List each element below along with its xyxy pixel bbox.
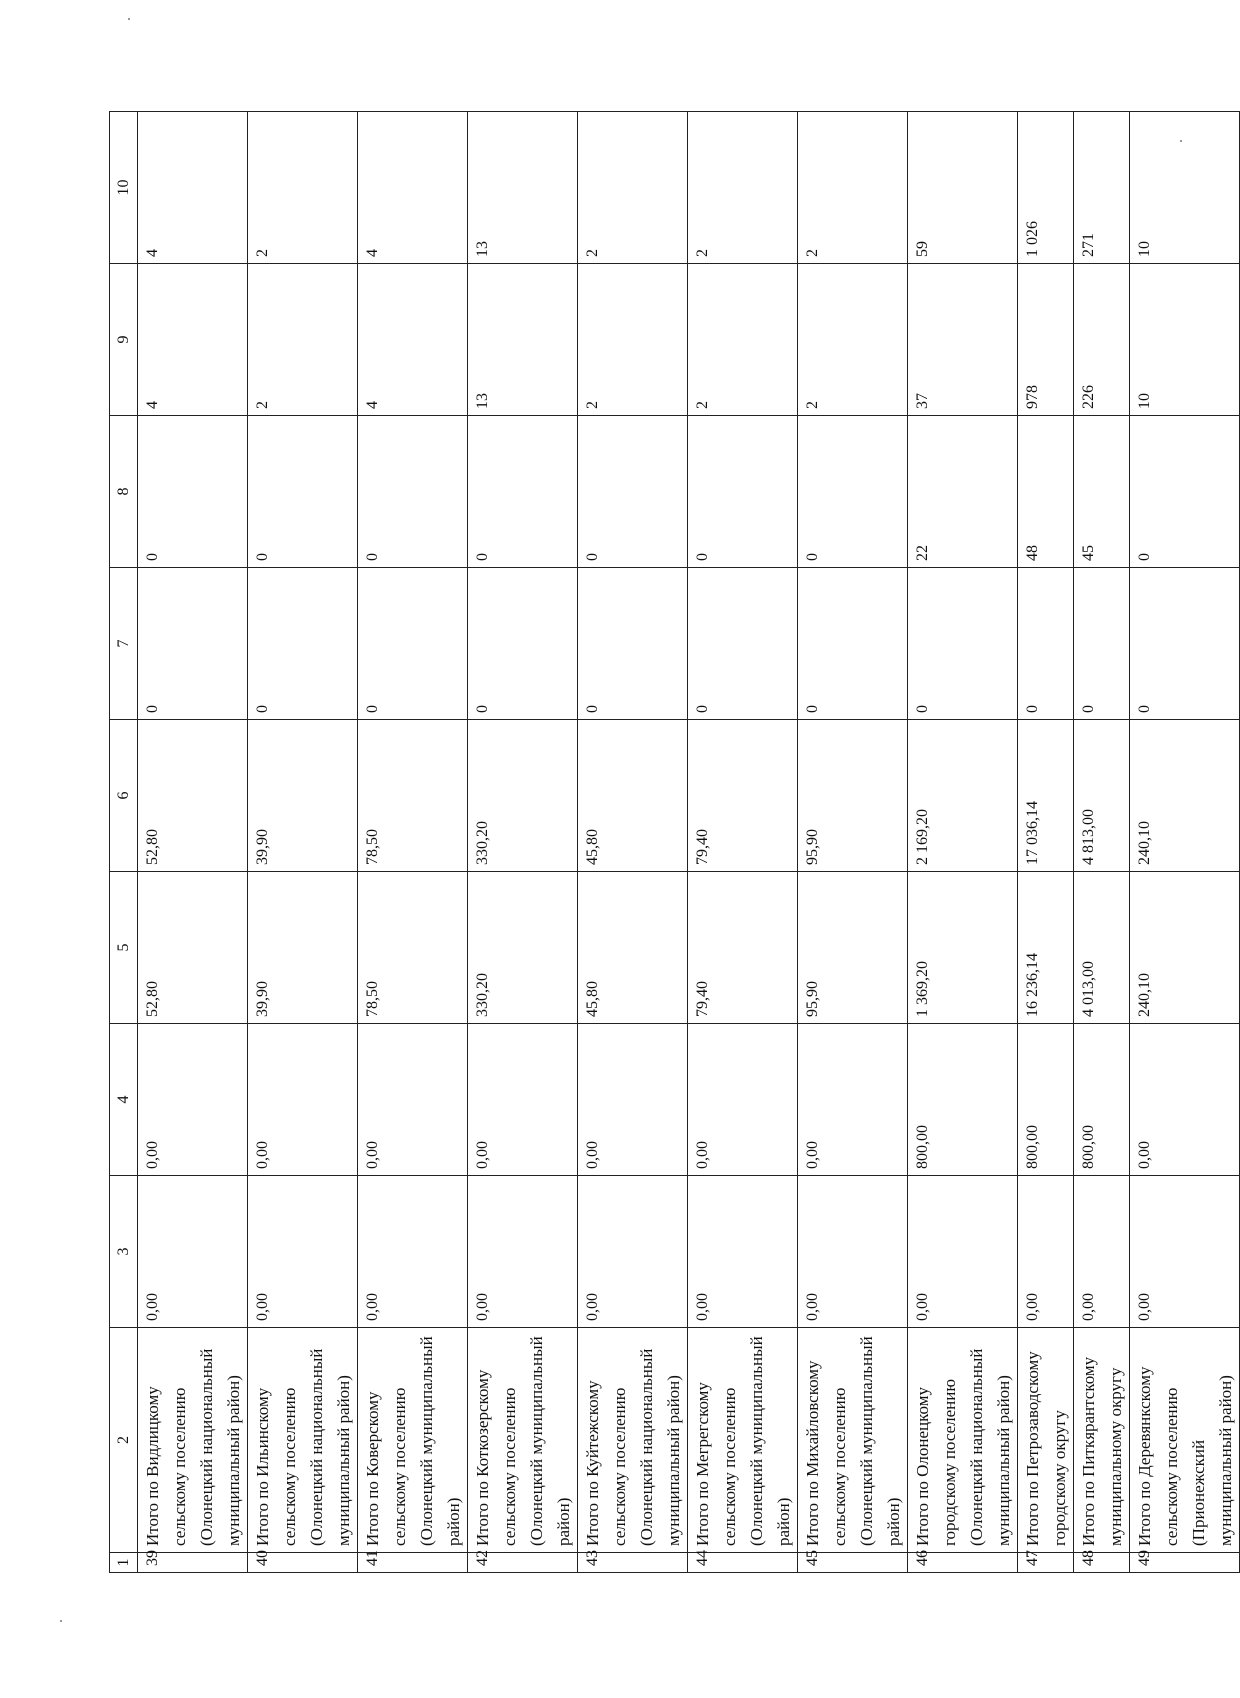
value-col-9: 978 <box>1018 264 1074 416</box>
value-col-9: 2 <box>578 264 688 416</box>
value-col-5: 95,90 <box>798 872 908 1024</box>
row-number: 45 <box>798 1553 908 1573</box>
value-col-8: 0 <box>578 416 688 568</box>
value-col-6: 39,90 <box>248 720 358 872</box>
value-col-6: 240,10 <box>1130 720 1240 872</box>
value-col-9: 226 <box>1074 264 1130 416</box>
value-col-7: 0 <box>358 568 468 720</box>
column-number: 8 <box>110 416 138 568</box>
value-col-4: 0,00 <box>358 1024 468 1176</box>
value-col-5: 1 369,20 <box>908 872 1018 1024</box>
column-number: 5 <box>110 872 138 1024</box>
value-col-4: 0,00 <box>248 1024 358 1176</box>
value-col-7: 0 <box>138 568 248 720</box>
rotated-page-content <box>109 112 1235 1573</box>
column-number: 4 <box>110 1024 138 1176</box>
value-col-5: 45,80 <box>578 872 688 1024</box>
value-col-10: 13 <box>468 112 578 264</box>
value-col-8: 0 <box>248 416 358 568</box>
value-col-8: 0 <box>358 416 468 568</box>
table-row <box>358 112 468 1573</box>
value-col-7: 0 <box>578 568 688 720</box>
value-col-9: 2 <box>798 264 908 416</box>
value-col-9: 4 <box>138 264 248 416</box>
settlement-name: Итого по Куйтежскому сельскому поселению (Олонецкий национальный муниципальный район) <box>578 1328 688 1553</box>
value-col-4: 0,00 <box>1130 1024 1240 1176</box>
row-number: 40 <box>248 1553 358 1573</box>
settlement-name: Итого по Олонецкому городскому поселению (Олонецкий национальный муниципальный район) <box>908 1328 1018 1553</box>
value-col-7: 0 <box>1130 568 1240 720</box>
row-number: 42 <box>468 1553 578 1573</box>
row-number: 48 <box>1074 1553 1130 1573</box>
value-col-4: 0,00 <box>688 1024 798 1176</box>
value-col-5: 330,20 <box>468 872 578 1024</box>
table-row <box>798 112 908 1573</box>
column-number: 9 <box>110 264 138 416</box>
value-col-6: 4 813,00 <box>1074 720 1130 872</box>
table-row <box>578 112 688 1573</box>
value-col-10: 2 <box>248 112 358 264</box>
table-row <box>248 112 358 1573</box>
value-col-4: 800,00 <box>908 1024 1018 1176</box>
table-row <box>468 112 578 1573</box>
value-col-7: 0 <box>1018 568 1074 720</box>
value-col-10: 10 <box>1130 112 1240 264</box>
value-col-4: 0,00 <box>468 1024 578 1176</box>
value-col-3: 0,00 <box>578 1176 688 1328</box>
value-col-4: 800,00 <box>1018 1024 1074 1176</box>
value-col-6: 330,20 <box>468 720 578 872</box>
column-number: 2 <box>110 1328 138 1553</box>
value-col-6: 95,90 <box>798 720 908 872</box>
row-number: 43 <box>578 1553 688 1573</box>
value-col-10: 59 <box>908 112 1018 264</box>
settlement-name: Итого по Ильинскому сельскому поселению (Олонецкий национальный муниципальный район) <box>248 1328 358 1553</box>
column-number: 6 <box>110 720 138 872</box>
column-number: 7 <box>110 568 138 720</box>
row-number: 46 <box>908 1553 1018 1573</box>
value-col-10: 1 026 <box>1018 112 1074 264</box>
value-col-6: 78,50 <box>358 720 468 872</box>
table-row <box>688 112 798 1573</box>
settlement-name: Итого по Михайловскому сельскому поселению (Олонецкий муниципальный район) <box>798 1328 908 1553</box>
value-col-3: 0,00 <box>688 1176 798 1328</box>
table-row <box>1074 112 1130 1573</box>
value-col-9: 13 <box>468 264 578 416</box>
scan-speck <box>128 18 130 20</box>
value-col-10: 2 <box>798 112 908 264</box>
value-col-10: 4 <box>138 112 248 264</box>
summary-table <box>109 111 1240 1573</box>
value-col-8: 0 <box>468 416 578 568</box>
column-number: 3 <box>110 1176 138 1328</box>
column-number: 10 <box>110 112 138 264</box>
value-col-5: 4 013,00 <box>1074 872 1130 1024</box>
value-col-4: 800,00 <box>1074 1024 1130 1176</box>
value-col-8: 0 <box>688 416 798 568</box>
value-col-9: 37 <box>908 264 1018 416</box>
value-col-3: 0,00 <box>358 1176 468 1328</box>
value-col-4: 0,00 <box>138 1024 248 1176</box>
value-col-7: 0 <box>908 568 1018 720</box>
settlement-name: Итого по Деревянкскому сельскому поселению (Прионежский муниципальный район) <box>1130 1328 1240 1553</box>
value-col-3: 0,00 <box>138 1176 248 1328</box>
value-col-10: 4 <box>358 112 468 264</box>
value-col-6: 52,80 <box>138 720 248 872</box>
column-number-row <box>110 112 138 1573</box>
value-col-3: 0,00 <box>908 1176 1018 1328</box>
settlement-name: Итого по Коткозерскому сельскому поселению (Олонецкий муниципальный район) <box>468 1328 578 1553</box>
value-col-6: 79,40 <box>688 720 798 872</box>
table-row <box>908 112 1018 1573</box>
value-col-8: 22 <box>908 416 1018 568</box>
settlement-name: Итого по Мегрегскому сельскому поселению (Олонецкий муниципальный район) <box>688 1328 798 1553</box>
scan-speck <box>60 1620 62 1622</box>
value-col-3: 0,00 <box>798 1176 908 1328</box>
value-col-8: 48 <box>1018 416 1074 568</box>
column-number: 1 <box>110 1553 138 1573</box>
row-number: 47 <box>1018 1553 1074 1573</box>
value-col-8: 0 <box>1130 416 1240 568</box>
value-col-10: 271 <box>1074 112 1130 264</box>
value-col-6: 45,80 <box>578 720 688 872</box>
value-col-5: 52,80 <box>138 872 248 1024</box>
value-col-6: 17 036,14 <box>1018 720 1074 872</box>
value-col-7: 0 <box>248 568 358 720</box>
value-col-5: 240,10 <box>1130 872 1240 1024</box>
table-row <box>138 112 248 1573</box>
value-col-9: 2 <box>688 264 798 416</box>
value-col-10: 2 <box>688 112 798 264</box>
value-col-7: 0 <box>1074 568 1130 720</box>
value-col-5: 78,50 <box>358 872 468 1024</box>
settlement-name: Итого по Петрозаводскому городскому округу <box>1018 1328 1074 1553</box>
settlement-name: Итого по Видлицкому сельскому поселению (Олонецкий национальный муниципальный район) <box>138 1328 248 1553</box>
value-col-5: 16 236,14 <box>1018 872 1074 1024</box>
value-col-5: 39,90 <box>248 872 358 1024</box>
value-col-3: 0,00 <box>1130 1176 1240 1328</box>
value-col-8: 0 <box>798 416 908 568</box>
row-number: 44 <box>688 1553 798 1573</box>
value-col-7: 0 <box>688 568 798 720</box>
value-col-7: 0 <box>798 568 908 720</box>
settlement-name: Итого по Питкярантскому муниципальному округу <box>1074 1328 1130 1553</box>
value-col-10: 2 <box>578 112 688 264</box>
row-number: 41 <box>358 1553 468 1573</box>
value-col-3: 0,00 <box>468 1176 578 1328</box>
value-col-4: 0,00 <box>798 1024 908 1176</box>
table-row <box>1018 112 1074 1573</box>
value-col-3: 0,00 <box>248 1176 358 1328</box>
value-col-9: 2 <box>248 264 358 416</box>
value-col-5: 79,40 <box>688 872 798 1024</box>
value-col-6: 2 169,20 <box>908 720 1018 872</box>
value-col-3: 0,00 <box>1074 1176 1130 1328</box>
value-col-3: 0,00 <box>1018 1176 1074 1328</box>
value-col-7: 0 <box>468 568 578 720</box>
value-col-4: 0,00 <box>578 1024 688 1176</box>
value-col-9: 10 <box>1130 264 1240 416</box>
settlement-name: Итого по Коверскому сельскому поселению (Олонецкий муниципальный район) <box>358 1328 468 1553</box>
row-number: 39 <box>138 1553 248 1573</box>
value-col-8: 0 <box>138 416 248 568</box>
table-row <box>1130 112 1240 1573</box>
row-number: 49 <box>1130 1553 1240 1573</box>
value-col-9: 4 <box>358 264 468 416</box>
value-col-8: 45 <box>1074 416 1130 568</box>
